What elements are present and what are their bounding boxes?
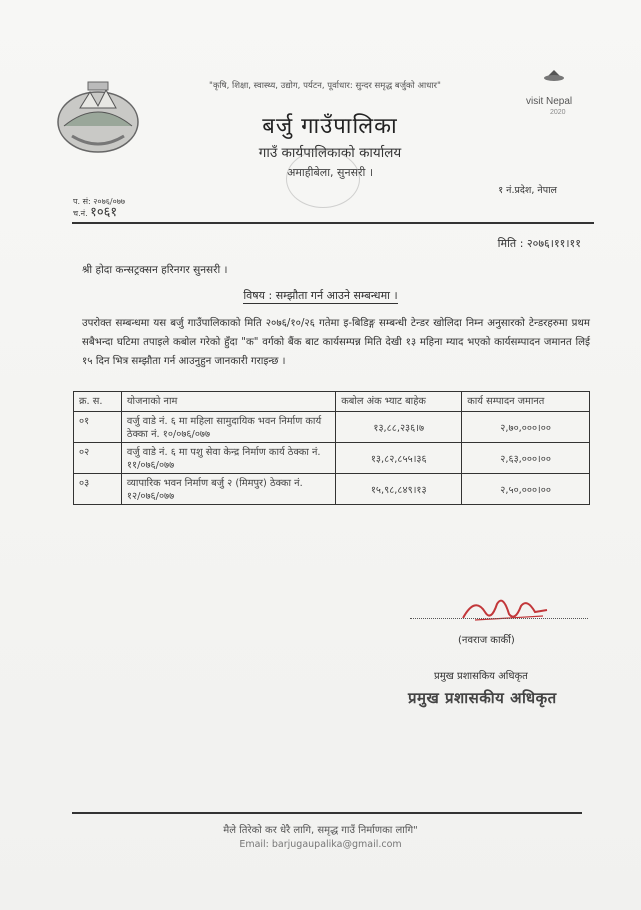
cell-project: व्यापारिक भवन निर्माण बर्जु २ (मिमपुर) ठेक्का नं. १२/०७६/०७७ [121,474,335,505]
footer-motto: मैले तिरेको कर धेरै लागि, समृद्ध गाउँ निर्माणका लागि" [223,825,418,836]
dispatch-ref [73,207,125,219]
org-name: बर्जु गाउँपालिका [262,114,398,139]
letter-date: मिति : २०७६।११।११ [497,237,581,250]
signatory-name: (नवराज कार्की) [458,635,515,646]
official-stamp: प्रमुख प्रशासकीय अधिकृत [408,689,557,707]
signature-scribble [455,592,555,626]
seal-stamp [286,150,360,208]
col-sn: क्र. स. [74,392,122,412]
cell-bid: १३,८२,८५५।३६ [336,443,462,474]
footer-email: Email: barjugaupalika@gmail.com [239,839,402,850]
office-address: अमाहीबेला, सुनसरी । [286,166,374,179]
reference-block [73,196,125,219]
cell-guarantee: २,५०,०००।०० [462,474,590,505]
table-row [74,412,590,443]
cell-sn: ०३ [74,474,122,505]
signature-line [410,618,588,619]
office-name: गाउँ कार्यपालिकाको कार्यालय [258,145,402,161]
addressee: श्री होदा कन्सट्रक्सन हरिनगर सुनसरी । [82,264,228,276]
table-row [74,474,590,505]
cell-guarantee: २,७०,०००।०० [462,412,590,443]
visit-logo-year: 2020 [550,109,566,116]
nepal-emblem-icon [52,78,144,158]
dispatch-label: च.नं. [73,209,88,218]
header-divider [72,222,594,224]
table-row [74,443,590,474]
cell-sn: ०१ [74,412,122,443]
col-bid-amount: कबोल अंक भ्याट बाहेक [336,392,462,412]
tender-table [73,391,590,505]
col-performance-guarantee: कार्य सम्पादन जमानत [462,392,590,412]
cell-sn: ०२ [74,443,122,474]
subject-text: विषय : सम्झौता गर्न आउने सम्बन्धमा । [243,289,398,302]
cell-guarantee: २,६३,०००।०० [462,443,590,474]
dispatch-number: १०६१ [90,205,118,220]
subject-line [0,288,641,303]
fiscal-year-ref: प. सं: २०७६/०७७ [73,197,126,206]
footer-divider [72,812,582,814]
slogan: "कृषि, शिक्षा, स्वास्थ्य, उद्योग, पर्यटन, पूर्वाधार: सुन्दर समृद्ध बर्जुको आधार" [209,81,441,91]
cell-bid: १५,९८,८४९।१३ [336,474,462,505]
province: १ नं.प्रदेश, नेपाल [498,185,557,196]
visit-logo-text: visit Nepal [526,96,573,107]
cell-project: वर्जु वाडे नं. ६ मा महिला सामुदायिक भवन निर्माण कार्य ठेक्का नं. १०/०७६/०७७ [121,412,335,443]
table-header-row [74,392,590,412]
cell-project: वर्जु वाडे नं. ६ मा पशु सेवा केन्द्र निर्माण कार्य ठेक्का नं. ११/०७६/०७७ [121,443,335,474]
col-project-name: योजनाको नाम [121,392,335,412]
letter-body: उपरोक्त सम्बन्धमा यस बर्जु गाउँपालिकाको मिति २०७६/१०/२६ गतेमा इ-बिडिङ्ग सम्बन्धी टेन्डर खोलिदा निम्न अनुसारको टेन्डरहरुमा प्रथम सबैभन्दा घटिमा तपाइले कबोल गरेको हुँदा "क" वर्गको बैंक बाट कार्यसम्पन्न मिति देखी १३ महिना म्याद भएको कार्यसम्पादन जमानत लिई १५ दिन भित्र सम्झौता गर्न आउनुहुन जानकारी गराइन्छ । [82,318,590,367]
signatory-title: प्रमुख प्रशासकिय अधिकृत [434,671,528,682]
visit-nepal-logo [520,66,590,122]
cell-bid: १३,८८,२३६।७ [336,412,462,443]
